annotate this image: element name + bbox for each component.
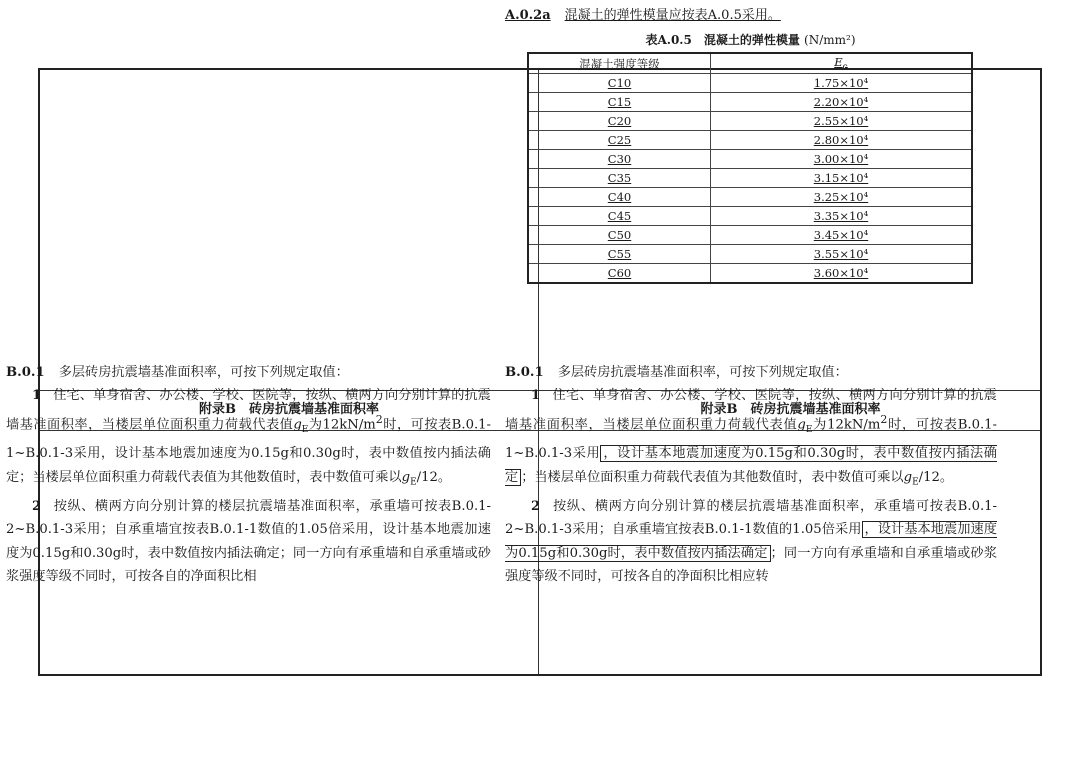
clause-text: 混凝土的弹性模量应按表A.0.5采用。: [564, 8, 781, 23]
table-row: [528, 93, 972, 112]
modulus-cell: 2.20×10⁴: [711, 93, 973, 112]
table-row: [528, 169, 972, 188]
clause-a02-heading: [505, 4, 781, 23]
item-2-right: 2 按纵、横两方向分别计算的楼层抗震墙基准面积率，承重墙可按表B.0.1-2~B.0.1-3采用；自承重墙宜按表B.0.1-1数值的1.05倍采用 ，设计基本地震加速度为0.15g和0.30g时，表中数值按内插法确定 ；同一方向有承重墙和自承重墙或砂浆强度等级不同时，可按各自的净面积比相应转: [505, 498, 998, 584]
appendix-title-right: 附录B 砖房抗震墙基准面积率: [700, 402, 881, 417]
item-1-left: 1 住宅、单身宿舍、办公楼、学校、医院等，按纵、横两方向分别计算的抗震墙基准面积率，当楼层单位面积重力荷载代表值$g_E$为$12kN/m^2$时，可按表B.0.1-1~B.0.1-3采用，设计基本地震加速度为0.15g和0.30g时，表中数值按内插法确定；当楼层单位面积重力荷载代表值为其他数值时，表中数值可乘以$g_E/12$。: [6, 388, 491, 488]
grade-cell: C25: [528, 131, 711, 150]
modulus-cell: 3.15×10⁴: [711, 169, 973, 188]
appendix-title-left: 附录B 砖房抗震墙基准面积率: [199, 402, 379, 417]
table-row: [528, 188, 972, 207]
clause-number: A.0.2a: [505, 8, 551, 23]
header-ec: $E_c$: [711, 53, 973, 74]
grade-cell: C20: [528, 112, 711, 131]
elastic-modulus-table: [527, 52, 973, 284]
grade-cell: C30: [528, 150, 711, 169]
table-row: [528, 245, 972, 264]
clause-b01-right: B.0.1 多层砖房抗震墙基准面积率，可按下列规定取值：: [505, 365, 848, 380]
grade-cell: C10: [528, 74, 711, 93]
table-row: [528, 150, 972, 169]
table-header-row: [528, 53, 972, 74]
grade-cell: C60: [528, 264, 711, 284]
modulus-cell: 3.55×10⁴: [711, 245, 973, 264]
modulus-cell: 3.35×10⁴: [711, 207, 973, 226]
modulus-cell: 3.60×10⁴: [711, 264, 973, 284]
grade-cell: C50: [528, 226, 711, 245]
table-caption: [499, 31, 1002, 48]
modulus-cell: 3.25×10⁴: [711, 188, 973, 207]
highlight-box-2: ，设计基本地震加速度为0.15g和0.30g时，表中数值按内插法确定: [505, 522, 997, 561]
table-row: [528, 112, 972, 131]
grade-cell: C55: [528, 245, 711, 264]
item-1-right: 1 住宅、单身宿舍、办公楼、学校、医院等，按纵、横两方向分别计算的抗震墙基准面积率，当楼层单位面积重力荷载代表值$g_E$为$12kN/m^2$时，可按表B.0.1-1~B.0.1-3采用 ，设计基本地震加速度为0.15g和0.30g时，表中数值按内插法确定 ；当楼层单位面积重力荷载代表值为其他数值时，表中数值可乘以$g_E/12$。: [505, 388, 998, 488]
grade-cell: C40: [528, 188, 711, 207]
item-2-left: 2 按纵、横两方向分别计算的楼层抗震墙基准面积率，承重墙可按表B.0.1-2~B.0.1-3采用；自承重墙宜按表B.0.1-1数值的1.05倍采用，设计基本地震加速度为0.15g和0.30g时，表中数值按内插法确定；同一方向有承重墙和自承重墙或砂浆强度等级不同时，可按各自的净面积比相: [6, 498, 491, 584]
modulus-cell: 3.00×10⁴: [711, 150, 973, 169]
right-column-body: [505, 361, 997, 588]
grade-cell: C35: [528, 169, 711, 188]
table-row: [528, 207, 972, 226]
table-row: [528, 264, 972, 284]
modulus-cell: 1.75×10⁴: [711, 74, 973, 93]
clause-b01-left: B.0.1 多层砖房抗震墙基准面积率，可按下列规定取值：: [6, 365, 349, 380]
table-caption-title: 表A.0.5 混凝土的弹性模量: [645, 33, 800, 47]
grade-cell: C45: [528, 207, 711, 226]
modulus-cell: 2.55×10⁴: [711, 112, 973, 131]
table-body: [528, 74, 972, 284]
modulus-cell: 3.45×10⁴: [711, 226, 973, 245]
table-row: [528, 131, 972, 150]
table-row: [528, 74, 972, 93]
table-caption-unit: (N/mm²): [804, 33, 856, 47]
grade-cell: C15: [528, 93, 711, 112]
header-grade: 混凝土强度等级: [528, 53, 711, 74]
table-row: [528, 226, 972, 245]
highlight-box-1: ，设计基本地震加速度为0.15g和0.30g时，表中数值按内插法确定: [505, 446, 997, 485]
modulus-cell: 2.80×10⁴: [711, 131, 973, 150]
left-column-body: [6, 361, 491, 588]
